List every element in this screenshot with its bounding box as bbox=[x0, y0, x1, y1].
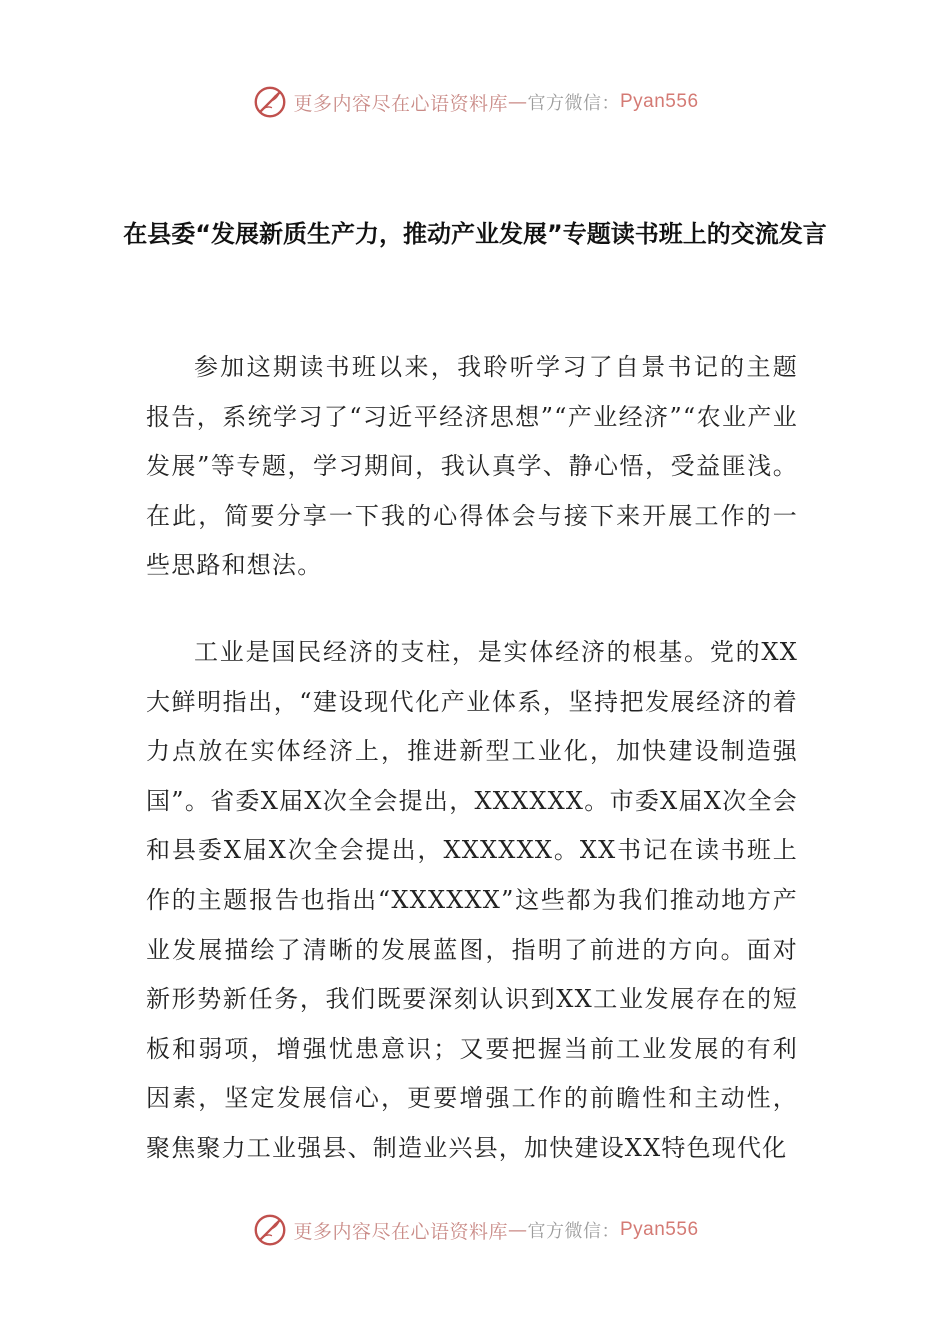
body-paragraph-1: 参加这期读书班以来，我聆听学习了自景书记的主题报告，系统学习了“习近平经济思想”“产业经济”“农业产业发展”等专题，学习期间，我认真学、静心悟，受益匪浅。在此，简要分享一下我的心得体会与接下来开展工作的一些思路和想法。 bbox=[146, 353, 798, 580]
watermark-separator: — bbox=[508, 1219, 528, 1241]
watermark-separator: — bbox=[508, 91, 528, 113]
document-body bbox=[146, 343, 798, 1174]
header-watermark bbox=[0, 82, 950, 122]
watermark-text: 更多内容尽在心语资料库 bbox=[293, 1220, 508, 1243]
watermark-wechat-id: Pyan556 bbox=[620, 1219, 699, 1240]
watermark-official-label: 官方微信： bbox=[527, 93, 620, 114]
document-title: 在县委“发展新质生产力，推动产业发展”专题读书班上的交流发言 bbox=[123, 220, 827, 248]
quill-logo-icon bbox=[251, 1211, 289, 1249]
watermark-wechat-id: Pyan556 bbox=[620, 91, 699, 112]
watermark-text: 更多内容尽在心语资料库 bbox=[293, 92, 508, 115]
body-paragraph-2: 工业是国民经济的支柱，是实体经济的根基。党的XX大鲜明指出，“建设现代化产业体系，坚持把发展经济的着力点放在实体经济上，推进新型工业化，加快建设制造强国”。省委X届X次全会提出，XXXXXX。市委X届X次全会和县委X届X次全会提出，XXXXXX。XX书记在读书班上作的主题报告也指出“XXXXXX”这些都为我们推动地方产业发展描绘了清晰的发展蓝图，指明了前进的方向。面对新形势新任务，我们既要深刻认识到XX工业发展存在的短板和弱项，增强忧患意识；又要把握当前工业发展的有利因素，坚定发展信心，更要增强工作的前瞻性和主动性，聚焦聚力工业强县、制造业兴县，加快建设XX特色现代化 bbox=[146, 637, 798, 1162]
quill-logo-icon bbox=[251, 83, 289, 121]
footer-watermark bbox=[0, 1210, 950, 1250]
watermark-official-label: 官方微信： bbox=[527, 1221, 620, 1242]
